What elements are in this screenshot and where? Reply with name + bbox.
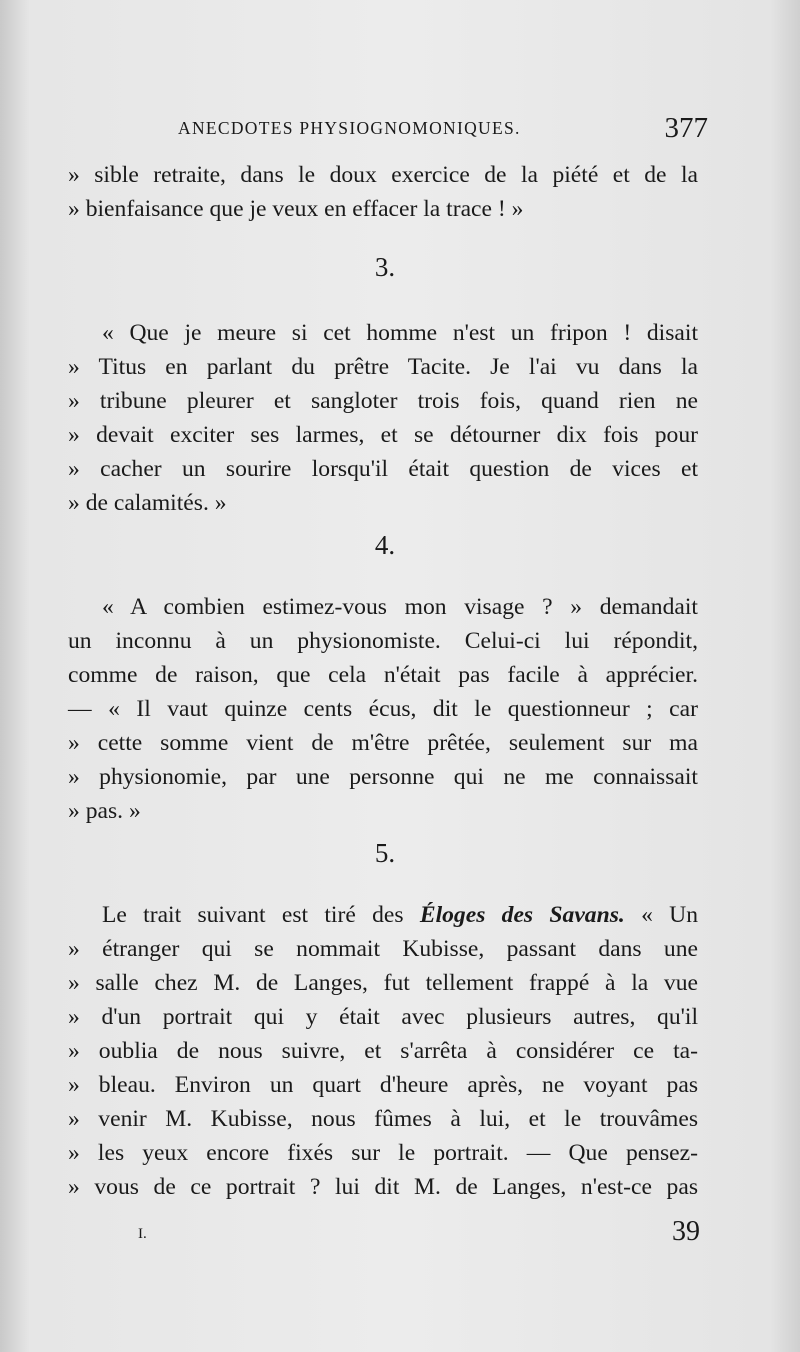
text-line: un inconnu à un physionomiste. Celui-ci lui répondit, xyxy=(68,628,698,654)
page-header xyxy=(178,112,708,148)
section-number-4: 4. xyxy=(374,530,396,560)
text-line: » physionomie, par une personne qui ne me connaissait xyxy=(68,764,698,790)
text-line: » tribune pleurer et sangloter trois fois, quand rien ne xyxy=(68,388,698,414)
folio-number: 39 xyxy=(672,1216,700,1247)
text-line: » salle chez M. de Langes, fut tellement frappé à la vue xyxy=(68,970,698,996)
text-line: « A combien estimez-vous mon visage ? » demandait xyxy=(102,594,698,620)
text-line: » vous de ce portrait ? lui dit M. de Langes, n'est-ce pas xyxy=(68,1174,698,1200)
text-line: » Titus en parlant du prêtre Tacite. Je l'ai vu dans la xyxy=(68,354,698,380)
text-line: » de calamités. » xyxy=(68,490,227,516)
signature-mark: I. xyxy=(138,1226,147,1242)
section-number-3: 3. xyxy=(374,252,396,282)
text-line: » d'un portrait qui y était avec plusieurs autres, qu'il xyxy=(68,1004,698,1030)
text-line: » cacher un sourire lorsqu'il était question de vices et xyxy=(68,456,698,482)
text-line: » les yeux encore fixés sur le portrait. — Que pensez- xyxy=(68,1140,698,1166)
text-line xyxy=(68,898,698,932)
text-line: » pas. » xyxy=(68,798,141,824)
text-line: » sible retraite, dans le doux exercice de la piété et de la xyxy=(68,162,698,188)
text-line: » venir M. Kubisse, nous fûmes à lui, et le trouvâmes xyxy=(68,1106,698,1132)
anecdote-4 xyxy=(68,590,698,828)
text-line: » étranger qui se nommait Kubisse, passant dans une xyxy=(68,936,698,962)
text-line: comme de raison, que cela n'était pas facile à apprécier. xyxy=(68,662,698,688)
text-line: » cette somme vient de m'être prêtée, seulement sur ma xyxy=(68,730,698,756)
text-line: » bienfaisance que je veux en effacer la trace ! » xyxy=(68,196,524,222)
continued-paragraph xyxy=(68,158,698,226)
anecdote-3 xyxy=(68,316,698,520)
text-line: » devait exciter ses larmes, et se détourner dix fois pour xyxy=(68,422,698,448)
text-line: » oublia de nous suivre, et s'arrêta à considérer ce ta- xyxy=(68,1038,698,1064)
text-line: « Que je meure si cet homme n'est un fripon ! disait xyxy=(102,320,698,346)
running-title: ANECDOTES PHYSIOGNOMONIQUES. xyxy=(178,118,521,138)
page-footer xyxy=(138,1216,700,1256)
section-number-5: 5. xyxy=(374,838,396,868)
anecdote-5 xyxy=(68,898,698,1204)
page-number: 377 xyxy=(664,112,708,144)
text-fragment: « Un xyxy=(624,902,698,928)
text-fragment: Le trait suivant est tiré des xyxy=(102,902,420,928)
book-title: Éloges des Savans. xyxy=(419,902,625,928)
text-line: » bleau. Environ un quart d'heure après, ne voyant pas xyxy=(68,1072,698,1098)
text-line: — « Il vaut quinze cents écus, dit le questionneur ; car xyxy=(68,696,698,722)
